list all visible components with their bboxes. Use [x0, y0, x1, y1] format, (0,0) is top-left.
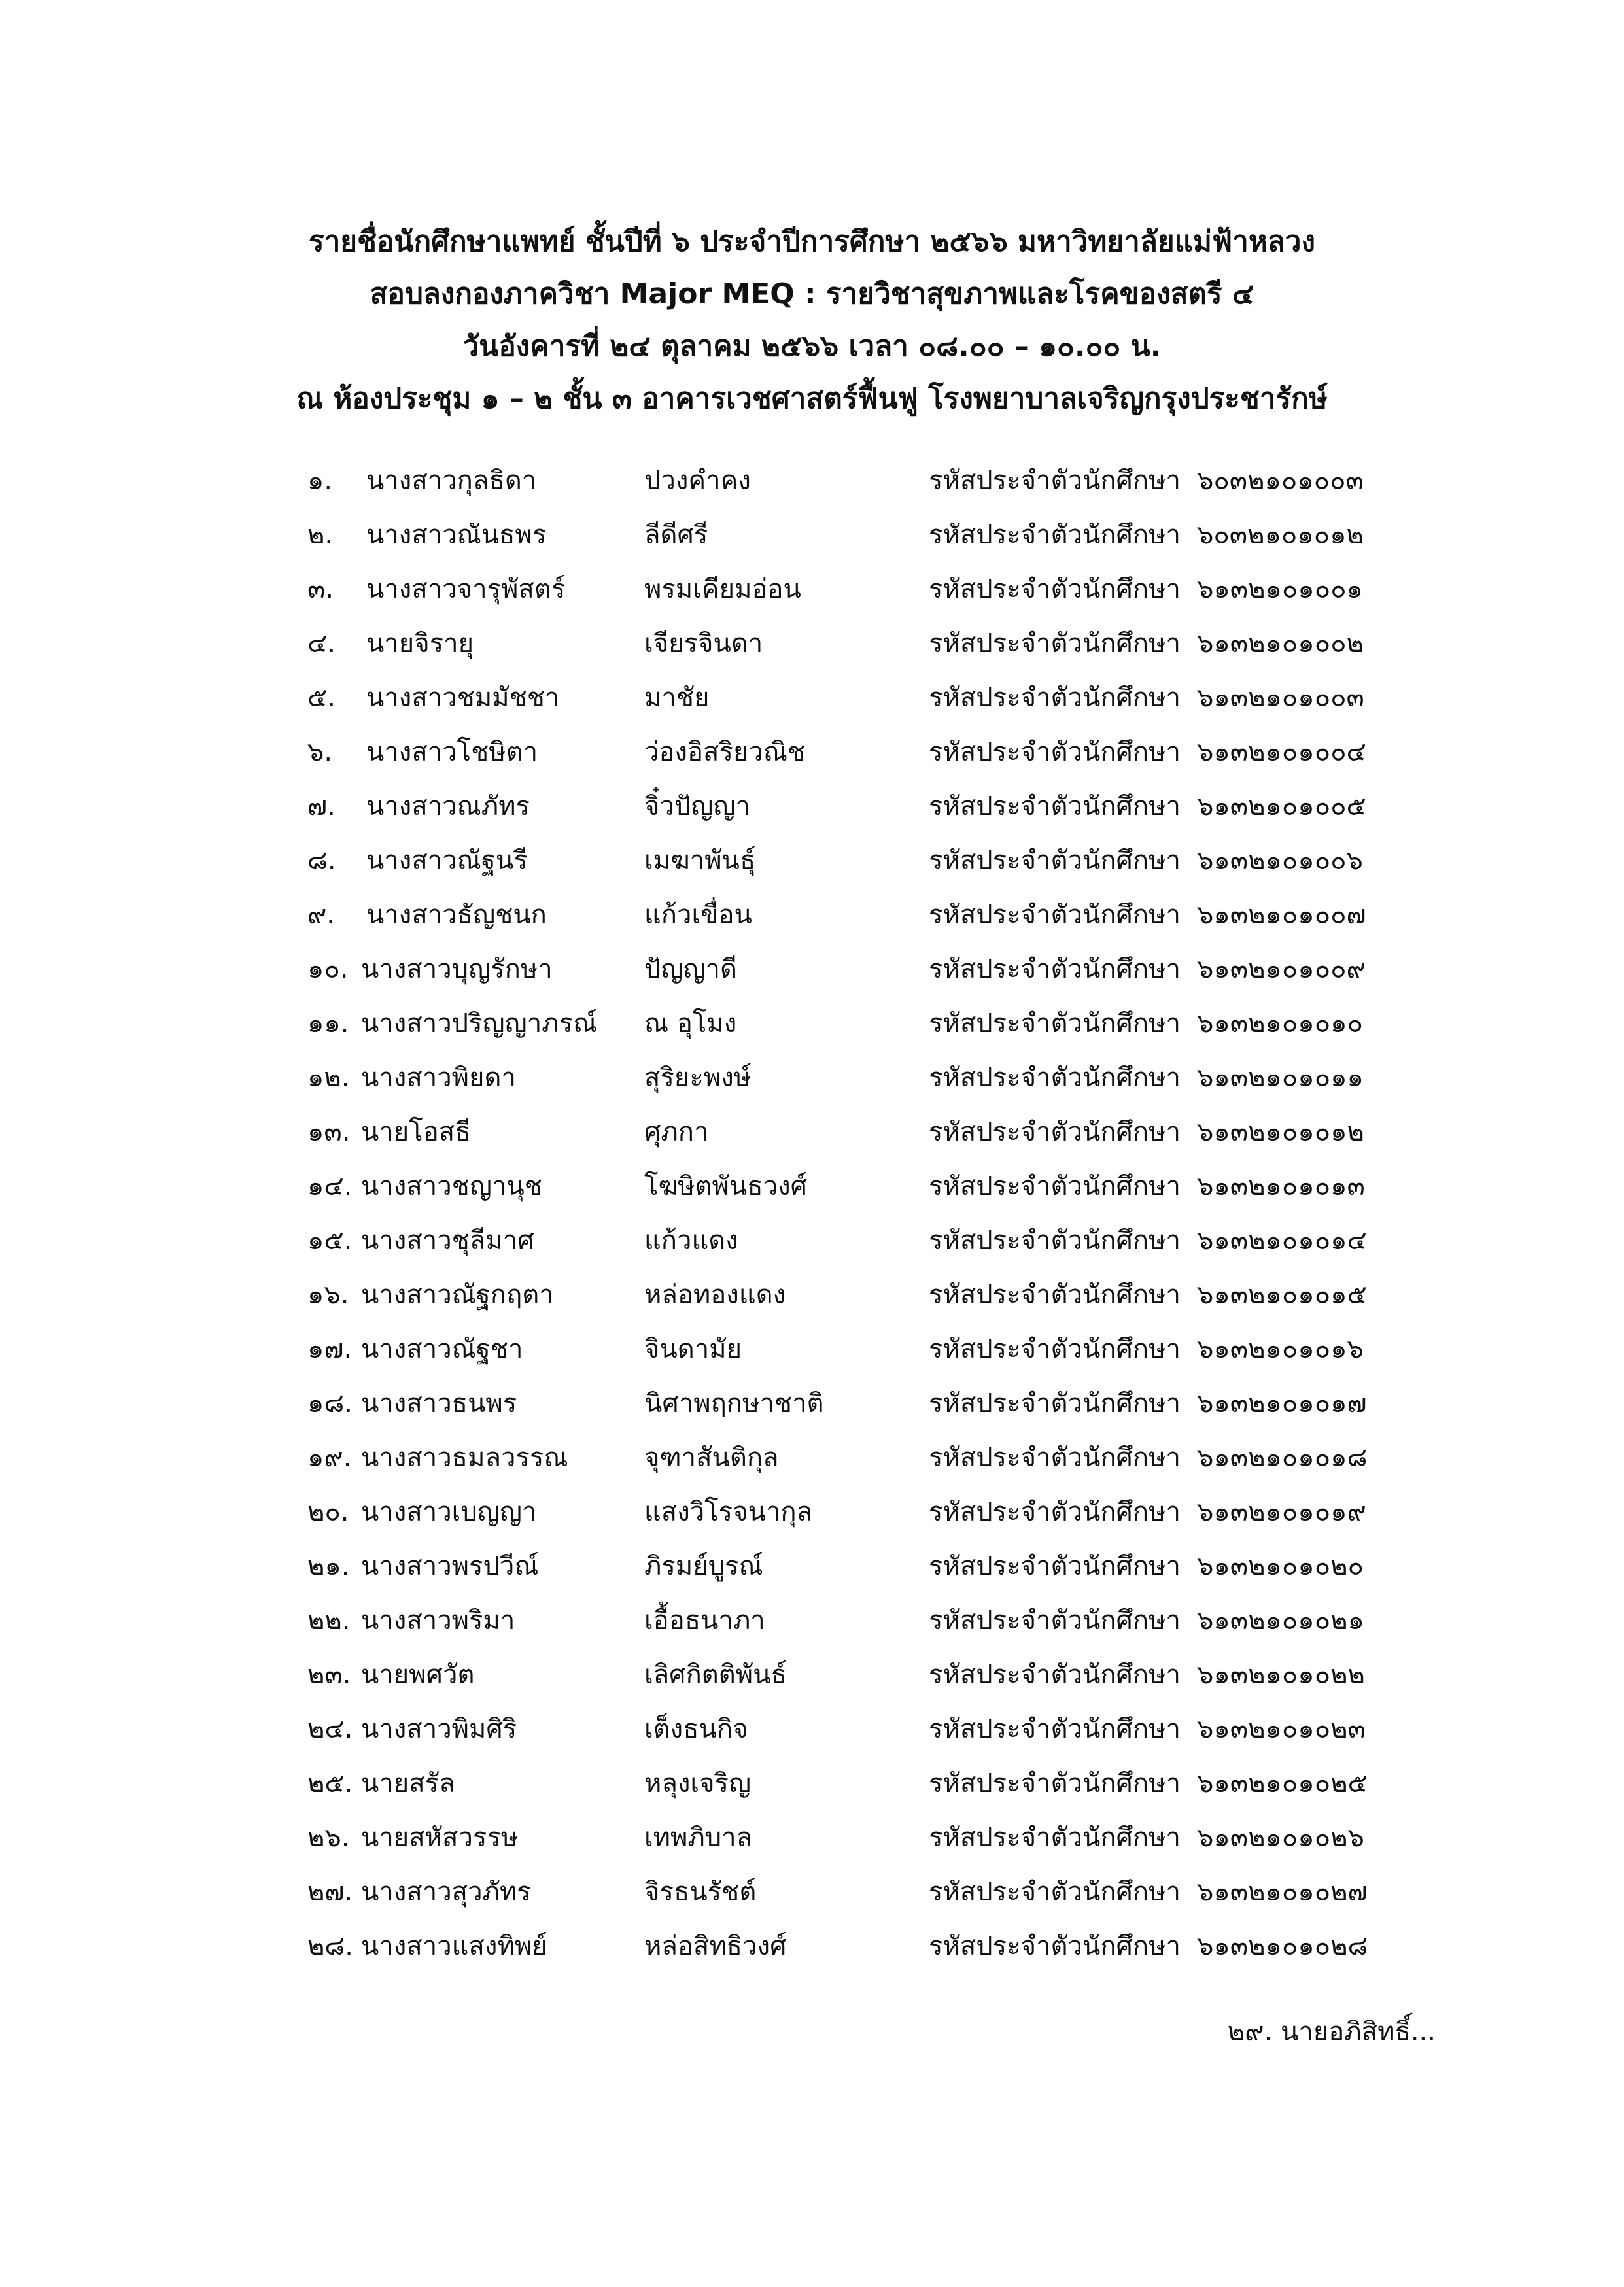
- student-last-name: มาชัย: [644, 683, 710, 713]
- student-last-name: แก้วเขื่อน: [644, 900, 752, 930]
- student-row: [0, 1761, 1624, 1806]
- student-first-name: นางสาวณัฐนรี: [366, 846, 528, 876]
- student-first-name: นายพศวัต: [361, 1660, 475, 1690]
- student-row: [0, 458, 1624, 504]
- student-last-name: เลิศกิตติพันธ์: [644, 1660, 787, 1690]
- student-last-name: ปวงคำคง: [644, 466, 751, 496]
- student-last-name: ศุภกา: [644, 1117, 709, 1147]
- student-number: ๒๒.: [307, 1606, 351, 1636]
- student-number: ๕.: [307, 683, 336, 713]
- student-first-name: นางสาวชุลีมาศ: [361, 1226, 534, 1256]
- student-id-label: รหัสประจำตัวนักศึกษา: [929, 900, 1181, 930]
- student-row: [0, 1055, 1624, 1101]
- student-number: ๒๘.: [307, 1931, 353, 1961]
- student-row: [0, 1326, 1624, 1372]
- student-first-name: นายโอสธี: [361, 1117, 471, 1147]
- header-subject-line: สอบลงกองภาควิชา Major MEQ : รายวิชาสุขภาพและโรคของสตรี ๔: [370, 277, 1254, 311]
- student-first-name: นางสาวชมมัชชา: [366, 683, 560, 713]
- student-id: ๖๑๓๒๑๐๑๐๑๒: [1197, 1117, 1364, 1147]
- student-row: [0, 1706, 1624, 1752]
- student-last-name: ว่องอิสริยวณิช: [644, 737, 806, 767]
- student-last-name: เต็งธนกิจ: [644, 1714, 748, 1744]
- student-id-label: รหัสประจำตัวนักศึกษา: [929, 1226, 1181, 1256]
- student-id: ๖๑๓๒๑๐๑๐๑๗: [1197, 1388, 1367, 1419]
- student-first-name: นางสาวพรปวีณ์: [361, 1551, 539, 1581]
- student-first-name: นางสาวพริมา: [361, 1606, 515, 1636]
- student-id-label: รหัสประจำตัวนักศึกษา: [929, 574, 1181, 604]
- student-id-label: รหัสประจำตัวนักศึกษา: [929, 791, 1181, 821]
- student-last-name: จินดามัย: [644, 1334, 742, 1364]
- student-number: ๒๕.: [307, 1768, 353, 1798]
- student-id: ๖๑๓๒๑๐๑๐๑๔: [1197, 1226, 1367, 1256]
- student-row: [0, 1923, 1624, 1969]
- student-first-name: นางสาวแสงทิพย์: [361, 1931, 547, 1961]
- student-number: ๖.: [307, 737, 333, 767]
- student-row: [0, 1272, 1624, 1318]
- student-number: ๔.: [307, 628, 336, 659]
- student-id: ๖๑๓๒๑๐๑๐๐๓: [1197, 683, 1364, 713]
- student-row: [0, 1381, 1624, 1426]
- student-first-name: นายสหัสวรรษ: [361, 1823, 519, 1853]
- student-row: [0, 1652, 1624, 1698]
- student-id: ๖๑๓๒๑๐๑๐๐๔: [1197, 737, 1366, 767]
- student-number: ๑๐.: [307, 954, 349, 984]
- student-number: ๒๖.: [307, 1823, 350, 1853]
- student-id: ๖๑๓๒๑๐๑๐๒๘: [1197, 1931, 1368, 1961]
- student-id: ๖๑๓๒๑๐๑๐๐๒: [1197, 628, 1364, 659]
- student-number: ๑๓.: [307, 1117, 351, 1147]
- student-id: ๖๑๓๒๑๐๑๐๒๗: [1197, 1877, 1368, 1907]
- student-row: [0, 1489, 1624, 1535]
- student-row: [0, 1598, 1624, 1643]
- student-id: ๖๑๓๒๑๐๑๐๒๒: [1197, 1660, 1365, 1690]
- student-id-label: รหัสประจำตัวนักศึกษา: [929, 1714, 1181, 1744]
- student-id: ๖๐๓๒๑๐๑๐๐๓: [1197, 466, 1364, 496]
- student-id-label: รหัสประจำตัวนักศึกษา: [929, 520, 1181, 550]
- student-last-name: จิรธนรัชต์: [644, 1877, 757, 1907]
- student-id-label: รหัสประจำตัวนักศึกษา: [929, 1280, 1181, 1310]
- student-row: [0, 1543, 1624, 1589]
- student-first-name: นางสาวเบญญา: [361, 1497, 537, 1527]
- student-last-name: ภิรมย์บูรณ์: [644, 1551, 763, 1581]
- student-id: ๖๑๓๒๑๐๑๐๐๑: [1197, 574, 1363, 604]
- student-first-name: นางสาวปริญญาภรณ์: [361, 1008, 598, 1039]
- student-id-label: รหัสประจำตัวนักศึกษา: [929, 1551, 1181, 1581]
- student-first-name: นางสาวบุญรักษา: [361, 954, 553, 984]
- student-number: ๒๗.: [307, 1877, 353, 1907]
- student-number: ๑๒.: [307, 1063, 350, 1093]
- student-first-name: นางสาวพิยดา: [361, 1063, 516, 1093]
- student-row: [0, 783, 1624, 829]
- student-id-label: รหัสประจำตัวนักศึกษา: [929, 1768, 1181, 1798]
- student-id: ๖๑๓๒๑๐๑๐๒๑: [1197, 1606, 1364, 1636]
- student-id-label: รหัสประจำตัวนักศึกษา: [929, 954, 1181, 984]
- student-row: [0, 512, 1624, 558]
- student-id-label: รหัสประจำตัวนักศึกษา: [929, 1823, 1181, 1853]
- student-last-name: หลุงเจริญ: [644, 1768, 752, 1798]
- student-id: ๖๑๓๒๑๐๑๐๑๑: [1197, 1063, 1364, 1093]
- student-number: ๙.: [307, 900, 336, 930]
- student-id-label: รหัสประจำตัวนักศึกษา: [929, 1443, 1181, 1473]
- student-number: ๑๔.: [307, 1171, 353, 1201]
- student-last-name: พรมเคียมอ่อน: [644, 574, 801, 604]
- student-id-label: รหัสประจำตัวนักศึกษา: [929, 1388, 1181, 1419]
- student-last-name: เจียรจินดา: [644, 628, 763, 659]
- student-id-label: รหัสประจำตัวนักศึกษา: [929, 1660, 1181, 1690]
- student-number: ๑๕.: [307, 1226, 353, 1256]
- student-number: ๒.: [307, 520, 334, 550]
- student-id: ๖๑๓๒๑๐๑๐๑๓: [1197, 1171, 1365, 1201]
- student-row: [0, 675, 1624, 721]
- student-number: ๑๖.: [307, 1280, 349, 1310]
- student-first-name: นางสาวกุลธิดา: [366, 466, 537, 496]
- student-row: [0, 1001, 1624, 1046]
- student-first-name: นายจิรายุ: [366, 628, 474, 659]
- student-number: ๑.: [307, 466, 333, 496]
- student-first-name: นางสาวณัฐชา: [361, 1334, 523, 1364]
- student-id-label: รหัสประจำตัวนักศึกษา: [929, 1334, 1181, 1364]
- student-id-label: รหัสประจำตัวนักศึกษา: [929, 737, 1181, 767]
- student-id-label: รหัสประจำตัวนักศึกษา: [929, 1877, 1181, 1907]
- student-first-name: นางสาวณัฐกฤตา: [361, 1280, 554, 1310]
- student-id: ๖๑๓๒๑๐๑๐๒๖: [1197, 1823, 1364, 1853]
- student-row: [0, 1109, 1624, 1155]
- student-id: ๖๑๓๒๑๐๑๐๐๖: [1197, 846, 1363, 876]
- header-title-line: รายชื่อนักศึกษาแพทย์ ชั้นปีที่ ๖ ประจำปีการศึกษา ๒๕๖๖ มหาวิทยาลัยแม่ฟ้าหลวง: [308, 225, 1316, 258]
- student-last-name: เอื้อธนาภา: [644, 1606, 765, 1636]
- student-id: ๖๑๓๒๑๐๑๐๑๐: [1197, 1008, 1363, 1039]
- student-last-name: หล่อสิทธิวงศ์: [644, 1931, 787, 1961]
- student-last-name: เมฆาพันธุ์: [644, 846, 756, 876]
- student-id: ๖๑๓๒๑๐๑๐๒๓: [1197, 1714, 1366, 1744]
- header-location-line: ณ ห้องประชุม ๑ – ๒ ชั้น ๓ อาคารเวชศาสตร์ฟื้นฟู โรงพยาบาลเจริญกรุงประชารักษ์: [296, 382, 1328, 415]
- student-id: ๖๑๓๒๑๐๑๐๒๐: [1197, 1551, 1364, 1581]
- student-last-name: เทพภิบาล: [644, 1823, 753, 1853]
- student-number: ๘.: [307, 846, 336, 876]
- student-last-name: แสงวิโรจนากุล: [644, 1497, 813, 1527]
- student-row: [0, 1869, 1624, 1915]
- student-first-name: นางสาวณภัทร: [366, 791, 530, 821]
- student-last-name: หล่อทองแดง: [644, 1280, 786, 1310]
- student-first-name: นางสาวพิมศิริ: [361, 1714, 517, 1744]
- student-id: ๖๑๓๒๑๐๑๐๐๙: [1197, 954, 1366, 984]
- student-number: ๓.: [307, 574, 334, 604]
- student-id: ๖๑๓๒๑๐๑๐๒๕: [1197, 1768, 1368, 1798]
- student-id-label: รหัสประจำตัวนักศึกษา: [929, 1171, 1181, 1201]
- student-id: ๖๑๓๒๑๐๑๐๐๕: [1197, 791, 1366, 821]
- continuation-note: ๒๙. นายอภิสิทธิ์...: [1227, 2017, 1436, 2047]
- student-row: [0, 621, 1624, 666]
- student-id: ๖๑๓๒๑๐๑๐๑๙: [1197, 1497, 1366, 1527]
- student-id-label: รหัสประจำตัวนักศึกษา: [929, 628, 1181, 659]
- student-id-label: รหัสประจำตัวนักศึกษา: [929, 1606, 1181, 1636]
- student-id-label: รหัสประจำตัวนักศึกษา: [929, 846, 1181, 876]
- student-first-name: นางสาวโชษิตา: [366, 737, 538, 767]
- student-row: [0, 1163, 1624, 1209]
- student-id-label: รหัสประจำตัวนักศึกษา: [929, 1008, 1181, 1039]
- student-id-label: รหัสประจำตัวนักศึกษา: [929, 1497, 1181, 1527]
- student-first-name: นางสาวธมลวรรณ: [361, 1443, 568, 1473]
- student-id: ๖๑๓๒๑๐๑๐๑๕: [1197, 1280, 1367, 1310]
- student-last-name: สุริยะพงษ์: [644, 1063, 752, 1093]
- student-number: ๒๔.: [307, 1714, 353, 1744]
- student-row: [0, 946, 1624, 992]
- student-last-name: แก้วแดง: [644, 1226, 738, 1256]
- student-number: ๒๓.: [307, 1660, 351, 1690]
- student-id-label: รหัสประจำตัวนักศึกษา: [929, 683, 1181, 713]
- student-id-label: รหัสประจำตัวนักศึกษา: [929, 466, 1181, 496]
- student-first-name: นางสาวสุวภัทร: [361, 1877, 531, 1907]
- student-id-label: รหัสประจำตัวนักศึกษา: [929, 1063, 1181, 1093]
- student-first-name: นางสาวธนพร: [361, 1388, 517, 1419]
- student-row: [0, 892, 1624, 938]
- student-last-name: นิศาพฤกษาชาติ: [644, 1388, 824, 1419]
- student-last-name: จิ๋วปัญญา: [644, 791, 750, 821]
- student-number: ๒๑.: [307, 1551, 350, 1581]
- student-last-name: จุฑาสันติกุล: [644, 1443, 779, 1473]
- student-last-name: โฆษิตพันธวงศ์: [644, 1171, 808, 1201]
- student-row: [0, 1435, 1624, 1481]
- student-row: [0, 1218, 1624, 1264]
- student-row: [0, 566, 1624, 612]
- header-date-line: วันอังคารที่ ๒๔ ตุลาคม ๒๕๖๖ เวลา ๐๘.๐๐ – ๑๐.๐๐ น.: [462, 330, 1162, 363]
- student-id: ๖๑๓๒๑๐๑๐๑๘: [1197, 1443, 1368, 1473]
- student-first-name: นางสาวธัญชนก: [366, 900, 547, 930]
- student-last-name: ณ อุโมง: [644, 1008, 737, 1039]
- student-first-name: นางสาวจารุพัสตร์: [366, 574, 566, 604]
- student-row: [0, 1815, 1624, 1861]
- student-last-name: ลีดีศรี: [644, 520, 708, 550]
- student-id: ๖๐๓๒๑๐๑๐๑๒: [1197, 520, 1364, 550]
- student-id: ๖๑๓๒๑๐๑๐๑๖: [1197, 1334, 1364, 1364]
- student-number: ๗.: [307, 791, 336, 821]
- student-number: ๑๗.: [307, 1334, 353, 1364]
- student-number: ๑๙.: [307, 1443, 352, 1473]
- student-number: ๑๑.: [307, 1008, 349, 1039]
- student-id-label: รหัสประจำตัวนักศึกษา: [929, 1117, 1181, 1147]
- student-last-name: ปัญญาดี: [644, 954, 737, 984]
- student-id: ๖๑๓๒๑๐๑๐๐๗: [1197, 900, 1366, 930]
- student-first-name: นายสรัล: [361, 1768, 455, 1798]
- student-id-label: รหัสประจำตัวนักศึกษา: [929, 1931, 1181, 1961]
- student-row: [0, 838, 1624, 884]
- student-row: [0, 729, 1624, 775]
- student-number: ๑๘.: [307, 1388, 353, 1419]
- student-first-name: นางสาวชญานุช: [361, 1171, 542, 1201]
- student-number: ๒๐.: [307, 1497, 349, 1527]
- student-first-name: นางสาวณันธพร: [366, 520, 547, 550]
